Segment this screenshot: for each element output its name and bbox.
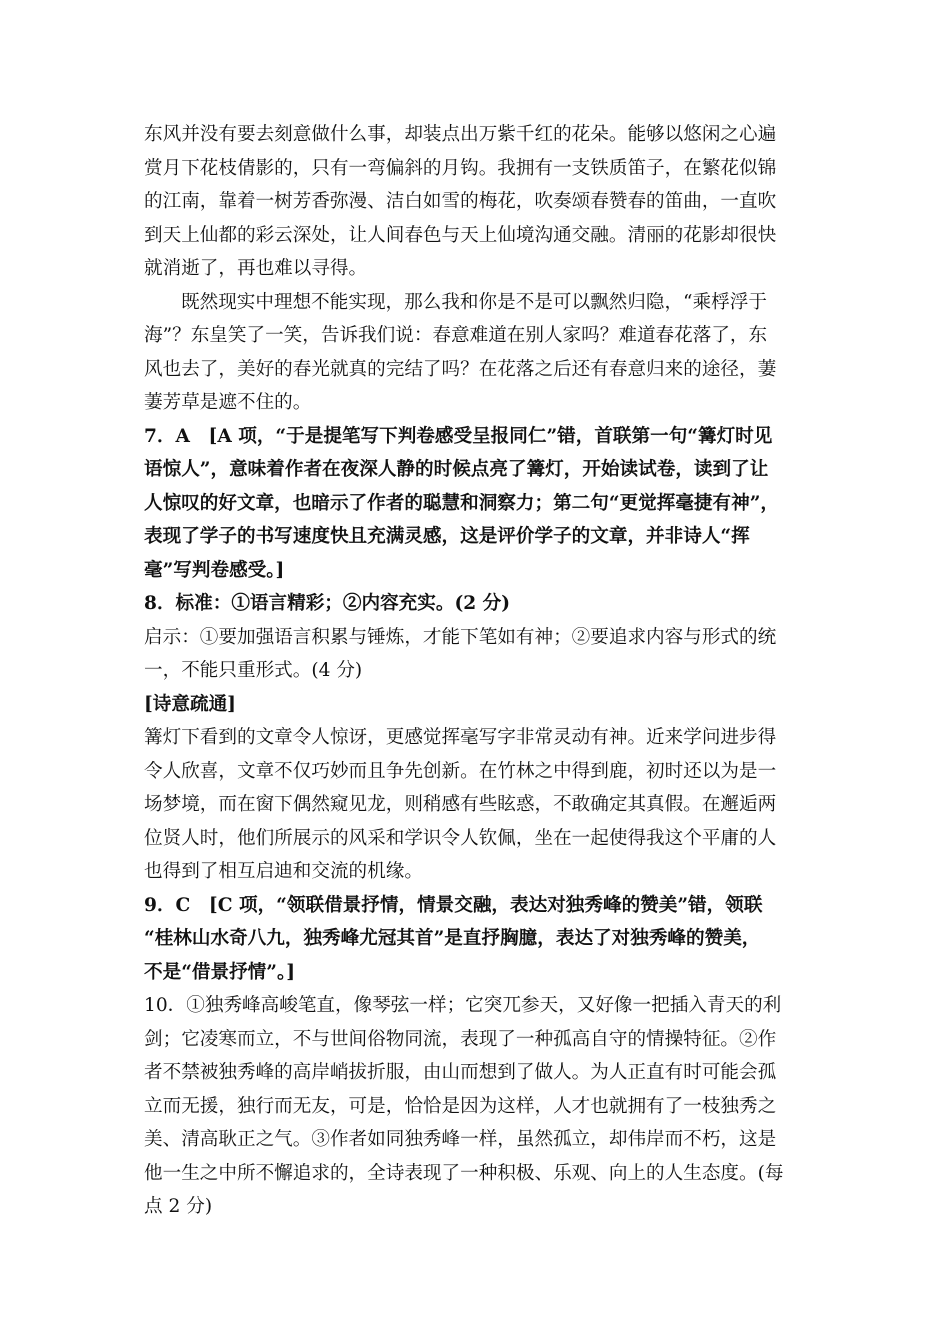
text-line: 位贤人时，他们所展示的风采和学识令人钦佩，坐在一起使得我这个平庸的人 bbox=[144, 827, 777, 849]
text-line: 也得到了相互启迪和交流的机缘。 bbox=[144, 861, 423, 882]
text-line: 点 2 分) bbox=[144, 1196, 213, 1217]
section-heading bbox=[144, 688, 812, 722]
text-line: 10．①独秀峰高峻笔直，像琴弦一样；它突兀参天，又好像一把插入青天的利 bbox=[144, 995, 782, 1016]
text-line: 他一生之中所不懈追求的，全诗表现了一种积极、乐观、向上的人生态度。(每 bbox=[144, 1162, 784, 1184]
translation-paragraph-6b bbox=[144, 286, 812, 420]
text-line: 不是“借景抒情”。] bbox=[144, 961, 296, 983]
answer-8-inspiration bbox=[144, 621, 812, 688]
text-line: 篝灯下看到的文章令人惊讶，更感觉挥毫写字非常灵动有神。近来学问进步得 bbox=[144, 727, 777, 748]
text-line: 既然现实中理想不能实现，那么我和你是不是可以飘然归隐，“乘桴浮于 bbox=[181, 291, 767, 313]
text-line: 风也去了，美好的春光就真的完结了吗？在花落之后还有春意归来的途径，萋 bbox=[144, 358, 777, 380]
text-line: 表现了学子的书写速度快且充满灵感，这是评价学子的文章，并非诗人“挥 bbox=[144, 526, 750, 547]
poem-translation bbox=[144, 721, 812, 889]
text-line: 立而无援，独行而无友，可是，恰恰是因为这样，人才也就拥有了一枝独秀之 bbox=[144, 1095, 777, 1117]
answer-9 bbox=[144, 889, 812, 990]
text-line: 7．A [A 项，“于是提笔写下判卷感受呈报同仁”错，首联第一句“篝灯时见 bbox=[144, 425, 773, 447]
text-line: 令人欣喜，文章不仅巧妙而且争先创新。在竹林之中得到鹿，初时还以为是一 bbox=[144, 760, 777, 782]
text-line: 萋芳草是遮不住的。 bbox=[144, 392, 312, 413]
text-line: 人惊叹的好文章，也暗示了作者的聪慧和洞察力；第二句“更觉挥毫捷有神”， bbox=[144, 492, 779, 514]
text-line: 语惊人”，意味着作者在夜深人静的时候点亮了篝灯，开始读试卷，读到了让 bbox=[144, 459, 769, 480]
translation-paragraph-6a bbox=[144, 118, 812, 286]
answer-8-standard bbox=[144, 587, 812, 621]
answer-7 bbox=[144, 420, 812, 588]
text-line: 赏月下花枝倩影的，只有一弯偏斜的月钩。我拥有一支铁质笛子，在繁花似锦 bbox=[144, 157, 777, 179]
text-line: 场梦境，而在窗下偶然窥见龙，则稍感有些眩惑，不敢确定其真假。在邂逅两 bbox=[144, 794, 777, 815]
answer-content bbox=[144, 118, 812, 1224]
text-line: 9．C [C 项，“领联借景抒情，情景交融，表达对独秀峰的赞美”错，领联 bbox=[144, 894, 763, 916]
text-line: 者不禁被独秀峰的高岸峭拔折服，由山而想到了做人。为人正直有时可能会孤 bbox=[144, 1062, 777, 1083]
text-line: [诗意疏通] bbox=[144, 693, 236, 715]
text-line: 剑；它凌寒而立，不与世间俗物同流，表现了一种孤高自守的情操特征。②作 bbox=[144, 1028, 777, 1050]
text-line: 一，不能只重形式。(4 分) bbox=[144, 660, 363, 681]
answer-10 bbox=[144, 989, 812, 1224]
text-line: 启示：①要加强语言积累与锤炼，才能下笔如有神；②要追求内容与形式的统 bbox=[144, 626, 777, 648]
text-line: 就消逝了，再也难以寻得。 bbox=[144, 258, 368, 279]
text-line: 美、清高耿正之气。③作者如同独秀峰一样，虽然孤立，却伟岸而不朽，这是 bbox=[144, 1129, 777, 1150]
text-line: 8．标准：①语言精彩；②内容充实。(2 分) bbox=[144, 593, 511, 614]
text-line: 毫”写判卷感受。] bbox=[144, 559, 285, 581]
text-line: “桂林山水奇八九，独秀峰尤冠其首”是直抒胸臆，表达了对独秀峰的赞美， bbox=[144, 928, 761, 949]
text-line: 海”？东皇笑了一笑，告诉我们说：春意难道在别人家吗？难道春花落了，东 bbox=[144, 325, 768, 346]
text-line: 到天上仙都的彩云深处，让人间春色与天上仙境沟通交融。清丽的花影却很快 bbox=[144, 224, 777, 246]
text-line: 的江南，靠着一树芳香弥漫、洁白如雪的梅花，吹奏颂春赞春的笛曲，一直吹 bbox=[144, 191, 777, 212]
text-line: 东风并没有要去刻意做什么事，却装点出万紫千红的花朵。能够以悠闲之心遍 bbox=[144, 124, 777, 145]
